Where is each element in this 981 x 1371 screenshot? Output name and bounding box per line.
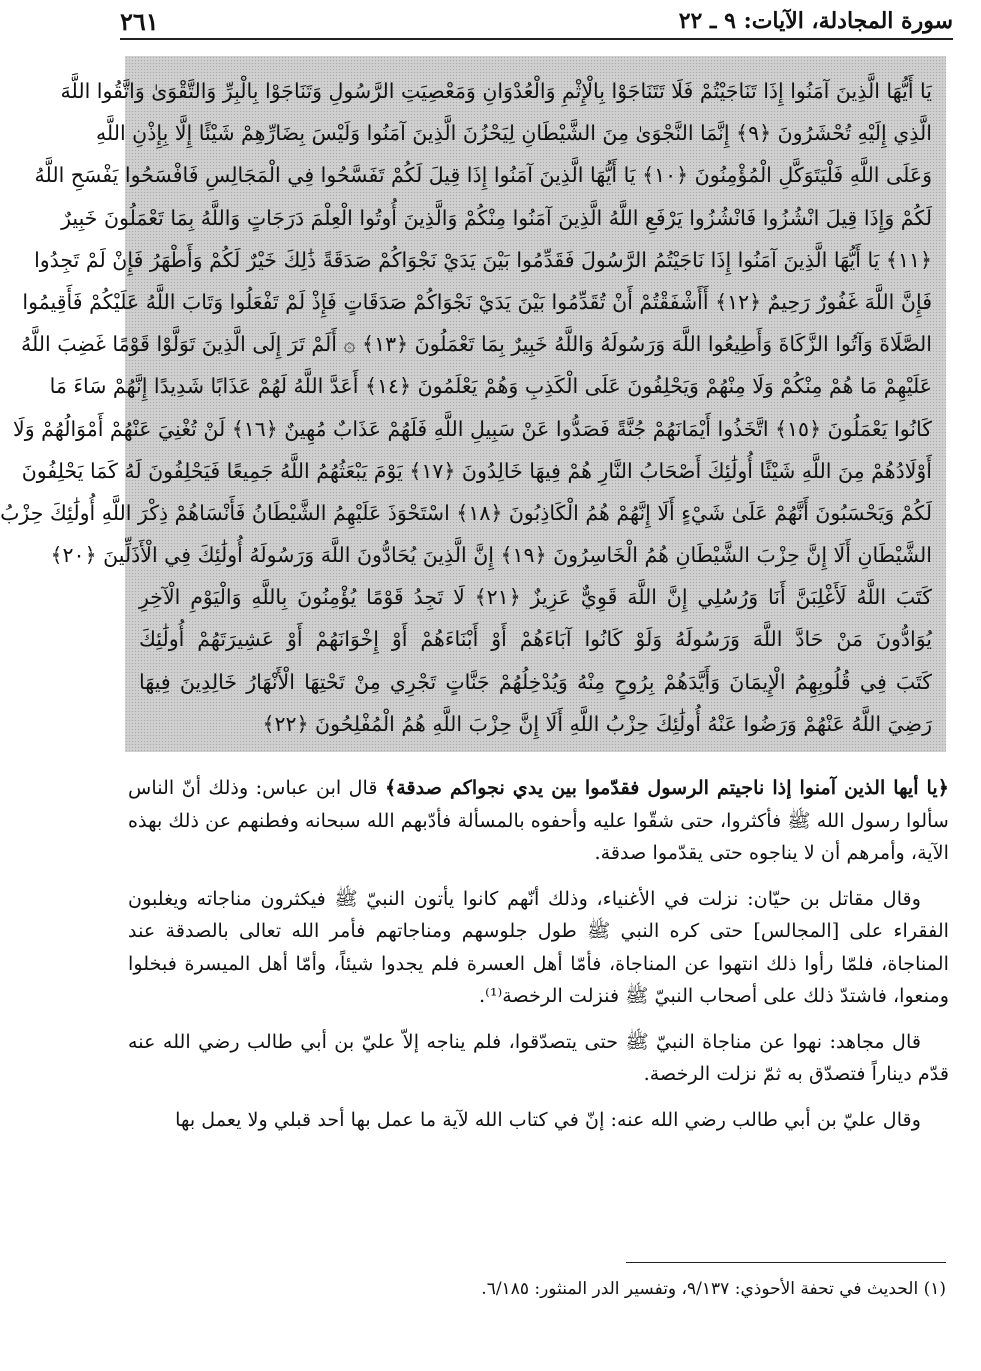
commentary-paragraph: وقال مقاتل بن حيّان: نزلت في الأغنياء، وذلك أنّهم كانوا يأتون النبيّ ﷺ فيكثرون مناجاته ويغلبون الفقراء على [المجالس] حتى كره النبي ﷺ طول جلوسهم ومناجاتهم فأمر الله تعالى بالصدقة عند المناجاة، فلمّا رأوا ذلك انتهوا عن المناجاة، فأمّا أهل العسرة فلم يجدوا شيئاً، وأمّا أهل الميسرة فبخلوا ومنعوا، فاشتدّ ذلك على أصحاب النبيّ ﷺ فنزلت الرخصة⁽¹⁾. [128, 886, 949, 1007]
quran-line: الَّذِي إِلَيْهِ تُحْشَرُونَ ﴿٩﴾ إِنَّمَا النَّجْوَىٰ مِنَ الشَّيْطَانِ لِيَحْزُنَ الَّذِينَ آمَنُوا وَلَيْسَ بِضَارِّهِمْ شَيْئًا إِلَّا بِإِذْنِ اللَّهِ [95, 121, 932, 146]
paragraph-text: قال ابن عباس: وذلك أنّ الناس سألوا رسول الله ﷺ فأكثروا، حتى شقّوا عليه وأحفوه بالمسألة فأدّبهم الله سبحانه وفطنهم عن ذلك بهذه الآية، وأمرهم أن لا يناجوه حتى يقدّموا صدقة. [128, 776, 949, 864]
quran-line: لَكُمْ وَيَحْسَبُونَ أَنَّهُمْ عَلَىٰ شَيْءٍ أَلَا إِنَّهُمْ هُمُ الْكَاذِبُونَ ﴿١٨﴾ اسْتَحْوَذَ عَلَيْهِمُ الشَّيْطَانُ فَأَنْسَاهُمْ ذِكْرَ اللَّهِ أُولَٰئِكَ حِزْبُ [0, 500, 932, 525]
quran-line: الشَّيْطَانِ أَلَا إِنَّ حِزْبَ الشَّيْطَانِ هُمُ الْخَاسِرُونَ ﴿١٩﴾ إِنَّ الَّذِينَ يُحَادُّونَ اللَّهَ وَرَسُولَهُ أُولَٰئِكَ فِي الْأَذَلِّينَ ﴿٢٠﴾ [50, 543, 932, 568]
quran-line: يُوَادُّونَ مَنْ حَادَّ اللَّهَ وَرَسُولَهُ وَلَوْ كَانُوا آبَاءَهُمْ أَوْ أَبْنَاءَهُمْ أَوْ إِخْوَانَهُمْ أَوْ عَشِيرَتَهُمْ أُولَٰئِكَ [139, 627, 932, 652]
footnote: (١) الحديث في تحفة الأحوذي: ٩/١٣٧، وتفسير الدر المنثور: ٦/١٨٥. [481, 1279, 946, 1299]
quran-line: الصَّلَاةَ وَآتُوا الزَّكَاةَ وَأَطِيعُوا اللَّهَ وَرَسُولَهُ وَاللَّهُ خَبِيرٌ بِمَا تَعْمَلُونَ ﴿١٣﴾ ۞ أَلَمْ تَرَ إِلَى الَّذِينَ تَوَلَّوْا قَوْمًا غَضِبَ اللَّهُ [20, 332, 932, 357]
commentary-paragraph [128, 772, 949, 870]
quran-line: كَتَبَ فِي قُلُوبِهِمُ الْإِيمَانَ وَأَيَّدَهُمْ بِرُوحٍ مِنْهُ وَيُدْخِلُهُمْ جَنَّاتٍ تَجْرِي مِنْ تَحْتِهَا الْأَنْهَارُ خَالِدِينَ فِيهَا [139, 669, 932, 694]
surah-title: سورة المجادلة، الآيات: ٩ ـ ٢٢ [678, 8, 953, 34]
commentary-paragraph: وقال عليّ بن أبي طالب رضي الله عنه: إنّ في كتاب الله لآية ما عمل بها أحد قبلي ولا يعمل بها [175, 1107, 921, 1131]
quran-line: أَوْلَادُهُمْ مِنَ اللَّهِ شَيْئًا أُولَٰئِكَ أَصْحَابُ النَّارِ هُمْ فِيهَا خَالِدُونَ ﴿١٧﴾ يَوْمَ يَبْعَثُهُمُ اللَّهُ جَمِيعًا فَيَحْلِفُونَ لَهُ كَمَا يَحْلِفُونَ [21, 458, 932, 483]
page-header [120, 4, 953, 40]
quran-line: يَا أَيُّهَا الَّذِينَ آمَنُوا إِذَا تَنَاجَيْتُمْ فَلَا تَتَنَاجَوْا بِالْإِثْمِ وَالْعُدْوَانِ وَمَعْصِيَتِ الرَّسُولِ وَتَنَاجَوْا بِالْبِرِّ وَالتَّقْوَىٰ وَاتَّقُوا اللَّهَ [60, 79, 932, 103]
quran-line: رَضِيَ اللَّهُ عَنْهُمْ وَرَضُوا عَنْهُ أُولَٰئِكَ حِزْبُ اللَّهِ أَلَا إِنَّ حِزْبَ اللَّهِ هُمُ الْمُفْلِحُونَ ﴿٢٢﴾ [262, 711, 932, 736]
quran-line: وَعَلَى اللَّهِ فَلْيَتَوَكَّلِ الْمُؤْمِنُونَ ﴿١٠﴾ يَا أَيُّهَا الَّذِينَ آمَنُوا إِذَا قِيلَ لَكُمْ تَفَسَّحُوا فِي الْمَجَالِسِ فَافْسَحُوا يَفْسَحِ اللَّهُ [34, 163, 932, 188]
quran-line: كَانُوا يَعْمَلُونَ ﴿١٥﴾ اتَّخَذُوا أَيْمَانَهُمْ جُنَّةً فَصَدُّوا عَنْ سَبِيلِ اللَّهِ فَلَهُمْ عَذَابٌ مُهِينٌ ﴿١٦﴾ لَنْ تُغْنِيَ عَنْهُمْ أَمْوَالُهُمْ وَلَا [13, 416, 932, 441]
commentary-body [128, 772, 949, 1149]
verse-quote: ﴿يا أيها الذين آمنوا إذا ناجيتم الرسول فقدّموا بين يدي نجواكم صدقة﴾ [384, 776, 949, 799]
commentary-paragraph: قال مجاهد: نهوا عن مناجاة النبيّ ﷺ حتى يتصدّقوا، فلم يناجه إلاّ عليّ بن أبي طالب رضي الله عنه قدّم ديناراً فتصدّق به ثمّ نزلت الرخصة. [128, 1029, 949, 1085]
quran-line: فَإِنَّ اللَّهَ غَفُورٌ رَحِيمٌ ﴿١٢﴾ أَأَشْفَقْتُمْ أَنْ تُقَدِّمُوا بَيْنَ يَدَيْ نَجْوَاكُمْ صَدَقَاتٍ فَإِذْ لَمْ تَفْعَلُوا وَتَابَ اللَّهُ عَلَيْكُمْ فَأَقِيمُوا [22, 289, 932, 314]
quran-line: لَكُمْ وَإِذَا قِيلَ انْشُزُوا فَانْشُزُوا يَرْفَعِ اللَّهُ الَّذِينَ آمَنُوا مِنْكُمْ وَالَّذِينَ أُوتُوا الْعِلْمَ دَرَجَاتٍ وَاللَّهُ بِمَا تَعْمَلُونَ خَبِيرٌ [61, 205, 932, 230]
page-number: ٢٦١ [120, 6, 159, 36]
quran-line: ﴿١١﴾ يَا أَيُّهَا الَّذِينَ آمَنُوا إِذَا نَاجَيْتُمُ الرَّسُولَ فَقَدِّمُوا بَيْنَ يَدَيْ نَجْوَاكُمْ صَدَقَةً ذَٰلِكَ خَيْرٌ لَكُمْ وَأَطْهَرُ فَإِنْ لَمْ تَجِدُوا [34, 247, 932, 272]
quran-line: كَتَبَ اللَّهُ لَأَغْلِبَنَّ أَنَا وَرُسُلِي إِنَّ اللَّهَ قَوِيٌّ عَزِيزٌ ﴿٢١﴾ لَا تَجِدُ قَوْمًا يُؤْمِنُونَ بِاللَّهِ وَالْيَوْمِ الْآخِرِ [139, 585, 932, 610]
quran-text-box [0, 56, 946, 752]
footnote-divider [626, 1262, 946, 1263]
quran-line: عَلَيْهِمْ مَا هُمْ مِنْكُمْ وَلَا مِنْهُمْ وَيَحْلِفُونَ عَلَى الْكَذِبِ وَهُمْ يَعْلَمُونَ ﴿١٤﴾ أَعَدَّ اللَّهُ لَهُمْ عَذَابًا شَدِيدًا إِنَّهُمْ سَاءَ مَا [49, 374, 932, 399]
